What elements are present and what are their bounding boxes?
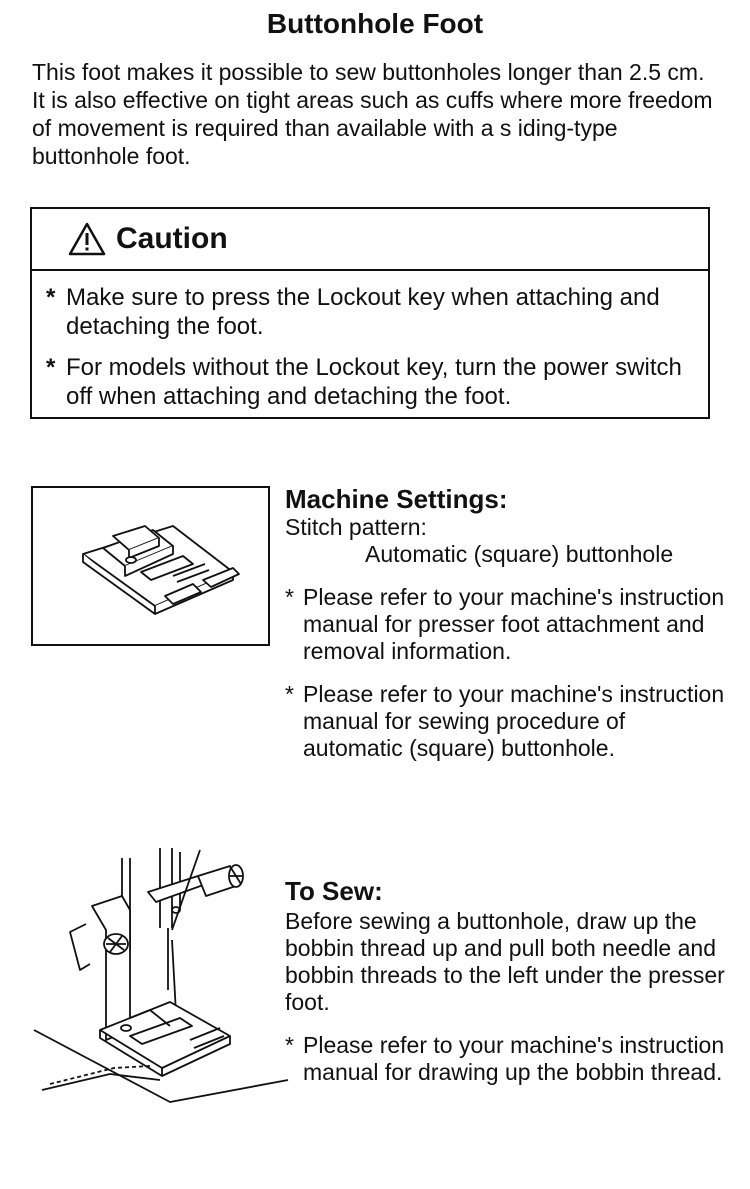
- note-text: Please refer to your machine's instruction manual for presser foot attachment and removal information.: [303, 584, 725, 664]
- bullet-star: *: [285, 584, 294, 610]
- machine-settings-heading: Machine Settings:: [285, 484, 508, 514]
- caution-item-text: For models without the Lockout key, turn the power switch off when attaching and detaching the foot.: [66, 354, 682, 410]
- presser-foot-drawing: [33, 488, 268, 644]
- caution-title: Caution: [116, 222, 228, 255]
- bullet-star: *: [46, 354, 56, 381]
- warning-triangle-icon: [68, 222, 106, 256]
- bullet-star: *: [285, 1032, 294, 1058]
- sewing-illustration: [30, 840, 290, 1140]
- stitch-pattern-value: Automatic (square) buttonhole: [365, 541, 674, 567]
- caution-list: [32, 271, 708, 411]
- sewing-machine-drawing: [30, 840, 290, 1140]
- note-text: Please refer to your machine's instruction manual for sewing procedure of automatic (square) buttonhole.: [303, 681, 725, 761]
- caution-item: [46, 353, 708, 411]
- to-sew-heading: To Sew:: [285, 876, 383, 906]
- note-item: [285, 584, 725, 665]
- caution-box: [30, 207, 710, 419]
- note-text: Please refer to your machine's instruction manual for drawing up the bobbin thread.: [303, 1032, 725, 1085]
- caution-header: [32, 209, 708, 271]
- page-title: Buttonhole Foot: [266, 8, 484, 39]
- bullet-star: *: [46, 284, 56, 311]
- caution-item: [46, 283, 708, 341]
- presser-foot-illustration: [31, 486, 270, 646]
- bullet-star: *: [285, 681, 294, 707]
- caution-item-text: Make sure to press the Lockout key when attaching and detaching the foot.: [66, 284, 660, 340]
- note-item: [285, 681, 725, 762]
- intro-paragraph: This foot makes it possible to sew buttonholes longer than 2.5 cm. It is also effective on tight areas such as cuffs where more freedom of movement is required than available with a s iding-type buttonhole foot.: [32, 59, 713, 169]
- machine-settings-section: [285, 484, 725, 762]
- stitch-pattern-label: Stitch pattern:: [285, 514, 427, 540]
- to-sew-body: Before sewing a buttonhole, draw up the bobbin thread up and pull both needle and bobbin threads to the left under the presser foot.: [285, 908, 725, 1015]
- note-item: [285, 1032, 725, 1086]
- to-sew-section: [285, 876, 725, 1086]
